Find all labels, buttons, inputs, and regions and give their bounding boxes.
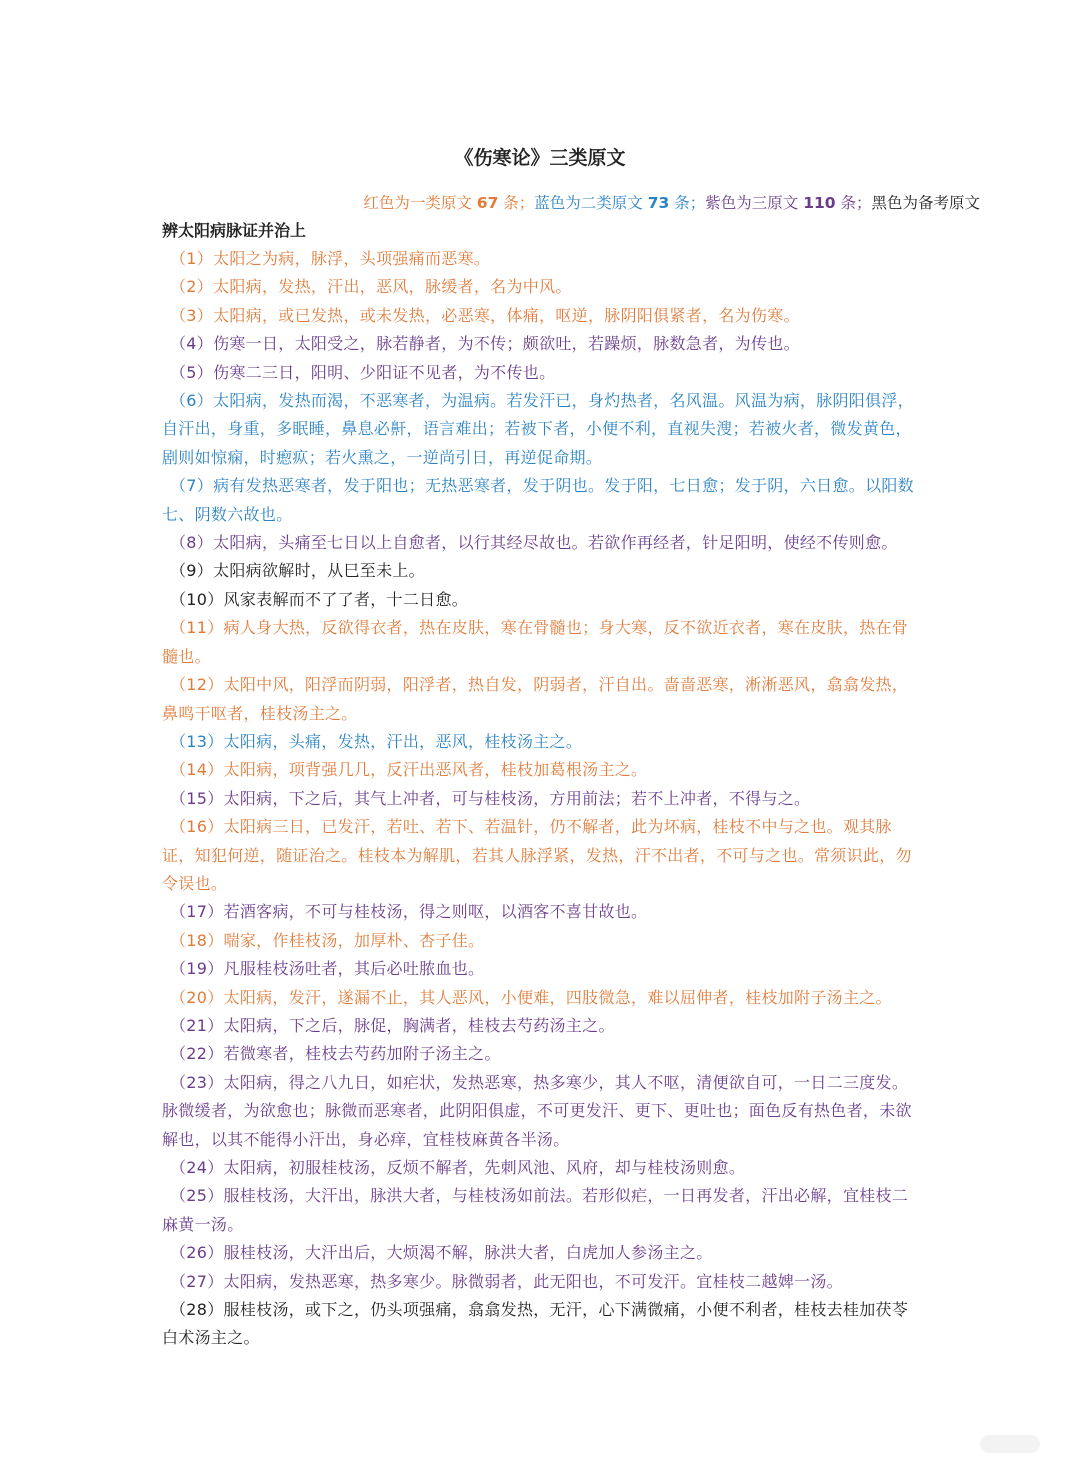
clause-entry: （8）太阳病，头痛至七日以上自愈者，以行其经尽故也。若欲作再经者，针足阳明，使经不传则愈。 (170, 533, 898, 553)
section-heading: 辨太阳病脉证并治上 (162, 221, 307, 240)
clause-entry: （5）伤寒二三日，阳明、少阳证不见者，为不传也。 (170, 362, 556, 382)
clause-entry: （7）病有发热恶寒者，发于阳也；无热恶寒者，发于阴也。发于阳，七日愈；发于阴，六日愈。以阳数七、阴数六故也。 (162, 476, 914, 524)
clause-entry: （16）太阳病三日，已发汗，若吐、若下、若温针，仍不解者，此为坏病，桂枝不中与之也。观其脉证，知犯何逆，随证治之。桂枝本为解肌，若其人脉浮紧，发热，汗不出者，不可与之也。常须识此，勿令误也。 (162, 817, 912, 893)
clause-entry: （3）太阳病，或已发热，或未发热，必恶寒，体痛，呕逆，脉阴阳俱紧者，名为伤寒。 (170, 305, 800, 325)
clause-entry: （12）太阳中风，阳浮而阴弱，阳浮者，热自发，阴弱者，汗自出。啬啬恶寒，淅淅恶风，翕翕发热，鼻鸣干呕者，桂枝汤主之。 (162, 675, 909, 723)
page-title: 《伤寒论》三类原文 (454, 147, 626, 169)
clause-entry: （6）太阳病，发热而渴，不恶寒者，为温病。若发汗已，身灼热者，名风温。风温为病，脉阴阳俱浮，自汗出，身重，多眠睡，鼻息必鼾，语言难出；若被下者，小便不利，直视失溲；若被火者，微发黄色，剧则如惊痫，时瘛疭；若火熏之，一逆尚引日，再逆促命期。 (162, 391, 914, 467)
clause-list (162, 245, 918, 1353)
clause-entry: （28）服桂枝汤，或下之，仍头项强痛，翕翕发热，无汗，心下满微痛，小便不利者，桂枝去桂加茯苓白术汤主之。 (162, 1300, 909, 1348)
document-page (162, 143, 980, 1353)
clause-entry: （27）太阳病，发热恶寒，热多寒少。脉微弱者，此无阳也，不可发汗。宜桂枝二越婢一汤。 (170, 1271, 843, 1291)
clause-entry: （1）太阳之为病，脉浮，头项强痛而恶寒。 (170, 249, 491, 268)
clause-entry: （25）服桂枝汤，大汗出，脉洪大者，与桂枝汤如前法。若形似疟，一日再发者，汗出必解，宜桂枝二麻黄一汤。 (162, 1186, 909, 1234)
clause-entry: （18）喘家，作桂枝汤，加厚朴、杏子佳。 (170, 930, 485, 950)
legend-black: 黑色为备考原文 (871, 194, 980, 212)
clause-entry: （10）风家表解而不了了者，十二日愈。 (170, 589, 469, 609)
clause-entry: （14）太阳病，项背强几几，反汗出恶风者，桂枝加葛根汤主之。 (170, 760, 648, 780)
clause-entry: （19）凡服桂枝汤吐者，其后必吐脓血也。 (170, 959, 485, 979)
color-legend (162, 189, 980, 217)
legend-red: 红色为一类原文 67 条； (363, 194, 535, 212)
clause-entry: （15）太阳病，下之后，其气上冲者，可与桂枝汤，方用前法；若不上冲者，不得与之。 (170, 788, 811, 808)
clause-entry: （22）若微寒者，桂枝去芍药加附子汤主之。 (170, 1044, 501, 1064)
clause-entry: （9）太阳病欲解时，从巳至未上。 (170, 561, 425, 581)
clause-entry: （4）伤寒一日，太阳受之，脉若静者，为不传；颇欲吐，若躁烦，脉数急者，为传也。 (170, 334, 800, 354)
clause-entry: （17）若酒客病，不可与桂枝汤，得之则呕，以酒客不喜甘故也。 (170, 902, 648, 922)
clause-entry: （20）太阳病，发汗，遂漏不止，其人恶风，小便难，四肢微急，难以屈伸者，桂枝加附子汤主之。 (170, 987, 892, 1007)
clause-entry: （11）病人身大热，反欲得衣者，热在皮肤，寒在骨髓也；身大寒，反不欲近衣者，寒在皮肤，热在骨髓也。 (162, 618, 909, 666)
watermark (980, 1435, 1040, 1453)
clause-entry: （26）服桂枝汤，大汗出后，大烦渴不解，脉洪大者，白虎加人参汤主之。 (170, 1243, 713, 1263)
clause-entry: （2）太阳病，发热，汗出，恶风，脉缓者，名为中风。 (170, 277, 572, 297)
legend-blue: 蓝色为二类原文 73 条； (534, 194, 706, 212)
clause-entry: （13）太阳病，头痛，发热，汗出，恶风，桂枝汤主之。 (170, 731, 583, 751)
clause-entry: （24）太阳病，初服桂枝汤，反烦不解者，先刺风池、风府，却与桂枝汤则愈。 (170, 1158, 746, 1177)
clause-entry: （21）太阳病，下之后，脉促，胸满者，桂枝去芍药汤主之。 (170, 1015, 615, 1035)
clause-entry: （23）太阳病，得之八九日，如疟状，发热恶寒，热多寒少，其人不呕，清便欲自可，一日二三度发。脉微缓者，为欲愈也；脉微而恶寒者，此阴阳俱虚，不可更发汗、更下、更吐也；面色反有热色者，未欲解也，以其不能得小汗出，身必痒，宜桂枝麻黄各半汤。 (162, 1072, 912, 1149)
legend-purple: 紫色为三原文 110 条； (705, 194, 872, 212)
